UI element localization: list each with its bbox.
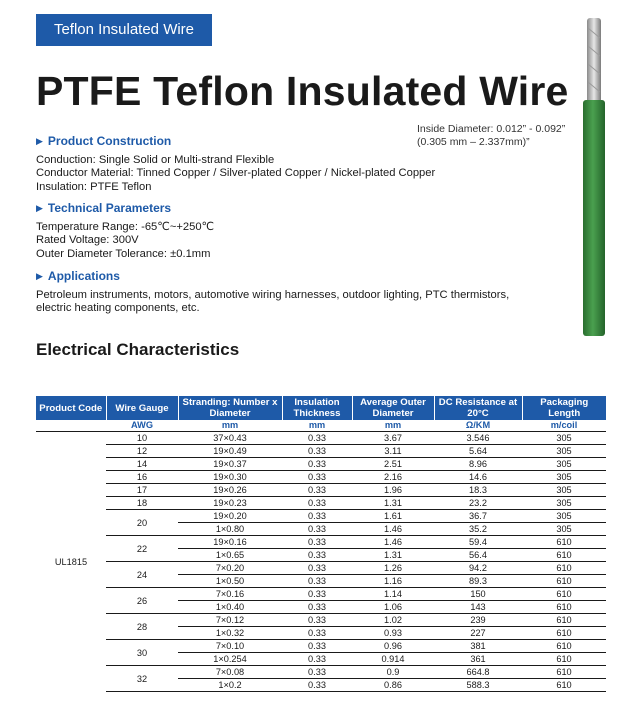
outer-diameter-cell: 0.96	[352, 640, 434, 653]
resistance-cell: 23.2	[434, 497, 522, 510]
table-row	[36, 536, 606, 549]
outer-diameter-cell: 1.31	[352, 549, 434, 562]
column-header: Product Code	[36, 396, 106, 420]
outer-diameter-cell: 1.46	[352, 523, 434, 536]
resistance-cell: 143	[434, 601, 522, 614]
table-row	[36, 484, 606, 497]
packaging-cell: 610	[522, 536, 606, 549]
awg-cell: 20	[106, 510, 178, 536]
outer-diameter-cell: 1.06	[352, 601, 434, 614]
table-row	[36, 445, 606, 458]
stranding-cell: 19×0.30	[178, 471, 282, 484]
inside-diameter-metric-line: (0.305 mm – 2.337mm)”	[417, 136, 530, 148]
outer-diameter-cell: 0.93	[352, 627, 434, 640]
resistance-cell: 89.3	[434, 575, 522, 588]
resistance-cell: 5.64	[434, 445, 522, 458]
stranding-cell: 19×0.49	[178, 445, 282, 458]
insulation-cell: 0.33	[282, 627, 352, 640]
insulation-cell: 0.33	[282, 497, 352, 510]
stranding-cell: 1×0.40	[178, 601, 282, 614]
outer-diameter-cell: 0.914	[352, 653, 434, 666]
awg-cell: 17	[106, 484, 178, 497]
resistance-cell: 18.3	[434, 484, 522, 497]
stranding-cell: 7×0.08	[178, 666, 282, 679]
unit-cell: Ω/KM	[434, 420, 522, 432]
table-row	[36, 562, 606, 575]
category-tag: Teflon Insulated Wire	[36, 14, 212, 46]
section-line: Rated Voltage: 300V	[36, 234, 139, 247]
outer-diameter-cell: 1.02	[352, 614, 434, 627]
column-header: Packaging Length	[522, 396, 606, 420]
outer-diameter-cell: 0.9	[352, 666, 434, 679]
column-header: Average Outer Diameter	[352, 396, 434, 420]
outer-diameter-cell: 1.26	[352, 562, 434, 575]
packaging-cell: 610	[522, 640, 606, 653]
column-header: Wire Gauge	[106, 396, 178, 420]
outer-diameter-cell: 1.14	[352, 588, 434, 601]
wire-image	[578, 18, 612, 338]
table-row	[36, 471, 606, 484]
packaging-cell: 610	[522, 627, 606, 640]
resistance-cell: 227	[434, 627, 522, 640]
insulation-cell: 0.33	[282, 679, 352, 692]
packaging-cell: 305	[522, 458, 606, 471]
table-row	[36, 497, 606, 510]
stranding-cell: 1×0.50	[178, 575, 282, 588]
table-row	[36, 510, 606, 523]
section-heading: Technical Parameters	[47, 201, 172, 215]
insulation-cell: 0.33	[282, 432, 352, 445]
unit-cell: mm	[178, 420, 282, 432]
section-line: electric heating components, etc.	[36, 302, 200, 315]
outer-diameter-cell: 1.46	[352, 536, 434, 549]
insulation-cell: 0.33	[282, 653, 352, 666]
stranding-cell: 1×0.80	[178, 523, 282, 536]
column-header: Stranding: Number x Diameter	[178, 396, 282, 420]
electrical-characteristics-table	[36, 396, 606, 692]
outer-diameter-cell: 1.31	[352, 497, 434, 510]
packaging-cell: 610	[522, 653, 606, 666]
section-heading: Product Construction	[47, 134, 172, 148]
table-row	[36, 588, 606, 601]
resistance-cell: 150	[434, 588, 522, 601]
section-line: Insulation: PTFE Teflon	[36, 180, 152, 193]
section-line: Conduction: Single Solid or Multi-strand Flexible	[36, 154, 275, 166]
resistance-cell: 36.7	[434, 510, 522, 523]
resistance-cell: 588.3	[434, 679, 522, 692]
insulation-cell: 0.33	[282, 549, 352, 562]
packaging-cell: 610	[522, 601, 606, 614]
insulation-cell: 0.33	[282, 666, 352, 679]
outer-diameter-cell: 3.11	[352, 445, 434, 458]
insulation-cell: 0.33	[282, 445, 352, 458]
table-row	[36, 458, 606, 471]
insulation-cell: 0.33	[282, 484, 352, 497]
units-row	[36, 420, 606, 432]
packaging-cell: 305	[522, 484, 606, 497]
section-line: Petroleum instruments, motors, automotive wiring harnesses, outdoor lighting, PTC thermistors,	[36, 289, 510, 301]
triangle-bullet-icon: ▶	[36, 202, 43, 213]
stranding-cell: 1×0.32	[178, 627, 282, 640]
awg-cell: 16	[106, 471, 178, 484]
table-row	[36, 614, 606, 627]
insulation-cell: 0.33	[282, 601, 352, 614]
unit-cell	[36, 420, 106, 432]
awg-cell: 32	[106, 666, 178, 692]
stranding-cell: 19×0.26	[178, 484, 282, 497]
outer-diameter-cell: 1.61	[352, 510, 434, 523]
resistance-cell: 35.2	[434, 523, 522, 536]
resistance-cell: 59.4	[434, 536, 522, 549]
resistance-cell: 94.2	[434, 562, 522, 575]
stranding-cell: 7×0.16	[178, 588, 282, 601]
resistance-cell: 664.8	[434, 666, 522, 679]
product-construction-section	[36, 134, 556, 194]
section-line: Temperature Range: -65℃~+250℃	[36, 221, 215, 233]
stranding-cell: 19×0.37	[178, 458, 282, 471]
resistance-cell: 3.546	[434, 432, 522, 445]
technical-parameters-section	[36, 201, 556, 261]
stranding-cell: 7×0.12	[178, 614, 282, 627]
outer-diameter-cell: 2.16	[352, 471, 434, 484]
table-row	[36, 432, 606, 445]
outer-diameter-cell: 1.96	[352, 484, 434, 497]
awg-cell: 26	[106, 588, 178, 614]
awg-cell: 14	[106, 458, 178, 471]
stranding-cell: 1×0.254	[178, 653, 282, 666]
packaging-cell: 610	[522, 549, 606, 562]
awg-cell: 12	[106, 445, 178, 458]
awg-cell: 24	[106, 562, 178, 588]
awg-cell: 18	[106, 497, 178, 510]
electrical-characteristics-title: Electrical Characteristics	[36, 340, 240, 359]
outer-diameter-cell: 2.51	[352, 458, 434, 471]
triangle-bullet-icon: ▶	[36, 135, 43, 146]
awg-cell: 10	[106, 432, 178, 445]
insulation-cell: 0.33	[282, 536, 352, 549]
resistance-cell: 14.6	[434, 471, 522, 484]
page-title: PTFE Teflon Insulated Wire	[36, 68, 569, 114]
packaging-cell: 610	[522, 575, 606, 588]
packaging-cell: 305	[522, 432, 606, 445]
resistance-cell: 56.4	[434, 549, 522, 562]
outer-diameter-cell: 3.67	[352, 432, 434, 445]
insulation-cell: 0.33	[282, 523, 352, 536]
unit-cell: AWG	[106, 420, 178, 432]
packaging-cell: 610	[522, 588, 606, 601]
packaging-cell: 610	[522, 679, 606, 692]
resistance-cell: 381	[434, 640, 522, 653]
unit-cell: m/coil	[522, 420, 606, 432]
insulation-cell: 0.33	[282, 562, 352, 575]
packaging-cell: 610	[522, 614, 606, 627]
column-header: Insulation Thickness	[282, 396, 352, 420]
insulation-cell: 0.33	[282, 614, 352, 627]
applications-section	[36, 269, 556, 316]
unit-cell: mm	[282, 420, 352, 432]
packaging-cell: 305	[522, 523, 606, 536]
stranding-cell: 1×0.2	[178, 679, 282, 692]
stranding-cell: 19×0.23	[178, 497, 282, 510]
packaging-cell: 305	[522, 445, 606, 458]
outer-diameter-cell: 1.16	[352, 575, 434, 588]
packaging-cell: 610	[522, 666, 606, 679]
table-header-row	[36, 396, 606, 420]
insulation-cell: 0.33	[282, 458, 352, 471]
stranding-cell: 1×0.65	[178, 549, 282, 562]
stranding-cell: 37×0.43	[178, 432, 282, 445]
awg-cell: 28	[106, 614, 178, 640]
column-header: DC Resistance at 20°C	[434, 396, 522, 420]
table-row	[36, 666, 606, 679]
table-row	[36, 640, 606, 653]
stranding-cell: 19×0.16	[178, 536, 282, 549]
insulation-cell: 0.33	[282, 471, 352, 484]
inside-diameter-line: Inside Diameter: 0.012” - 0.092”	[417, 123, 566, 135]
insulation-cell: 0.33	[282, 588, 352, 601]
section-line: Conductor Material: Tinned Copper / Silver-plated Copper / Nickel-plated Copper	[36, 167, 436, 180]
insulation-cell: 0.33	[282, 510, 352, 523]
section-heading: Applications	[47, 269, 120, 283]
awg-cell: 30	[106, 640, 178, 666]
stranding-cell: 7×0.10	[178, 640, 282, 653]
insulation-cell: 0.33	[282, 640, 352, 653]
awg-cell: 22	[106, 536, 178, 562]
packaging-cell: 305	[522, 497, 606, 510]
packaging-cell: 305	[522, 510, 606, 523]
resistance-cell: 239	[434, 614, 522, 627]
resistance-cell: 8.96	[434, 458, 522, 471]
resistance-cell: 361	[434, 653, 522, 666]
outer-diameter-cell: 0.86	[352, 679, 434, 692]
packaging-cell: 610	[522, 562, 606, 575]
unit-cell: mm	[352, 420, 434, 432]
section-line: Outer Diameter Tolerance: ±0.1mm	[36, 247, 211, 260]
insulation-cell: 0.33	[282, 575, 352, 588]
packaging-cell: 305	[522, 471, 606, 484]
stranding-cell: 19×0.20	[178, 510, 282, 523]
stranding-cell: 7×0.20	[178, 562, 282, 575]
product-code-cell: UL1815	[54, 556, 88, 567]
triangle-bullet-icon: ▶	[36, 270, 43, 281]
